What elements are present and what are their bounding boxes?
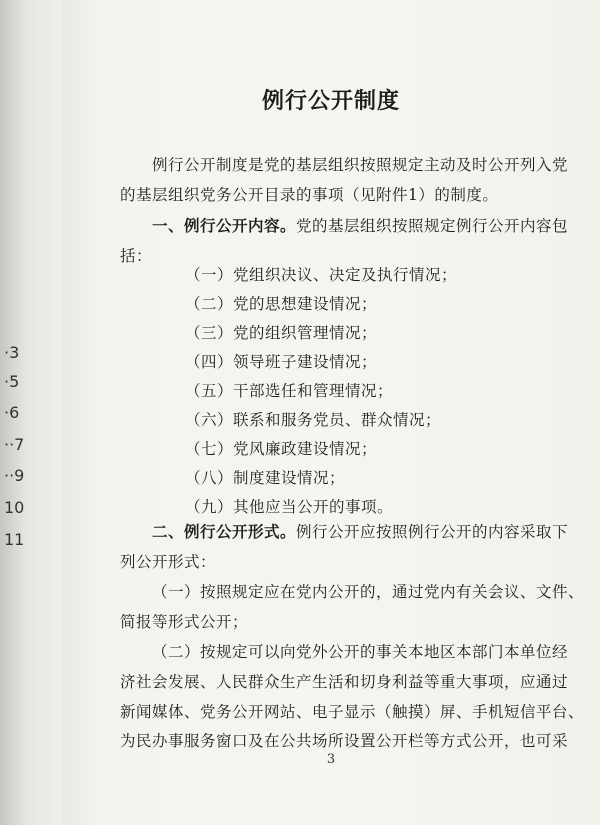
section1-line: 括： [120, 247, 153, 265]
margin-number: ··7 [4, 435, 25, 454]
list-item: （九）其他应当公开的事项。 [185, 498, 394, 516]
section2-line: 列公开形式： [120, 553, 217, 571]
list-item: （五）干部选任和管理情况； [185, 382, 394, 400]
section2-paragraph-line: 简报等形式公开； [120, 613, 249, 631]
list-item: （四）领导班子建设情况； [185, 353, 378, 371]
adjacent-page-strip [0, 0, 63, 825]
list-item: （六）联系和服务党员、群众情况； [185, 411, 442, 429]
intro-paragraph-line: 的基层组织党务公开目录的事项（见附件1）的制度。 [120, 186, 499, 204]
section2-line [152, 517, 592, 547]
page-number: 3 [326, 752, 336, 767]
section2-paragraph-line: 济社会发展、人民群众生产生活和切身利益等重大事项，应通过 [120, 673, 569, 691]
section2-paragraph-line: （二）按规定可以向党外公开的事关本地区本部门本单位经 [152, 643, 569, 661]
section2-heading: 二、例行公开形式。 [152, 523, 297, 541]
margin-number: 10 [4, 498, 25, 517]
margin-number: ·6 [4, 403, 20, 422]
section2-paragraph-line: 为民办事服务窗口及在公共场所设置公开栏等方式公开，也可采 [120, 732, 569, 750]
section1-text: 党的基层组织按照规定例行公开内容包 [296, 217, 569, 235]
intro-paragraph-line: 例行公开制度是党的基层组织按照规定主动及时公开列入党 [152, 156, 569, 174]
list-item: （七）党风廉政建设情况； [185, 440, 378, 458]
list-item: （一）党组织决议、决定及执行情况； [185, 266, 458, 284]
section1-line [152, 211, 592, 241]
section2-paragraph-line: （一）按照规定应在党内公开的，通过党内有关会议、文件、 [152, 583, 585, 601]
margin-number: ··9 [4, 466, 25, 485]
list-item: （八）制度建设情况； [185, 469, 346, 487]
document-title: 例行公开制度 [261, 89, 400, 114]
section1-heading: 一、例行公开内容。 [152, 217, 297, 235]
margin-number: ·3 [4, 343, 20, 362]
margin-number: 11 [4, 530, 25, 549]
list-item: （三）党的组织管理情况； [185, 324, 378, 342]
margin-number: ·5 [4, 372, 20, 391]
list-item: （二）党的思想建设情况； [185, 295, 378, 313]
section2-paragraph-line: 新闻媒体、党务公开网站、电子显示（触摸）屏、手机短信平台、 [120, 703, 585, 721]
section2-text: 例行公开应按照例行公开的内容采取下 [296, 523, 569, 541]
document-page [62, 0, 600, 825]
